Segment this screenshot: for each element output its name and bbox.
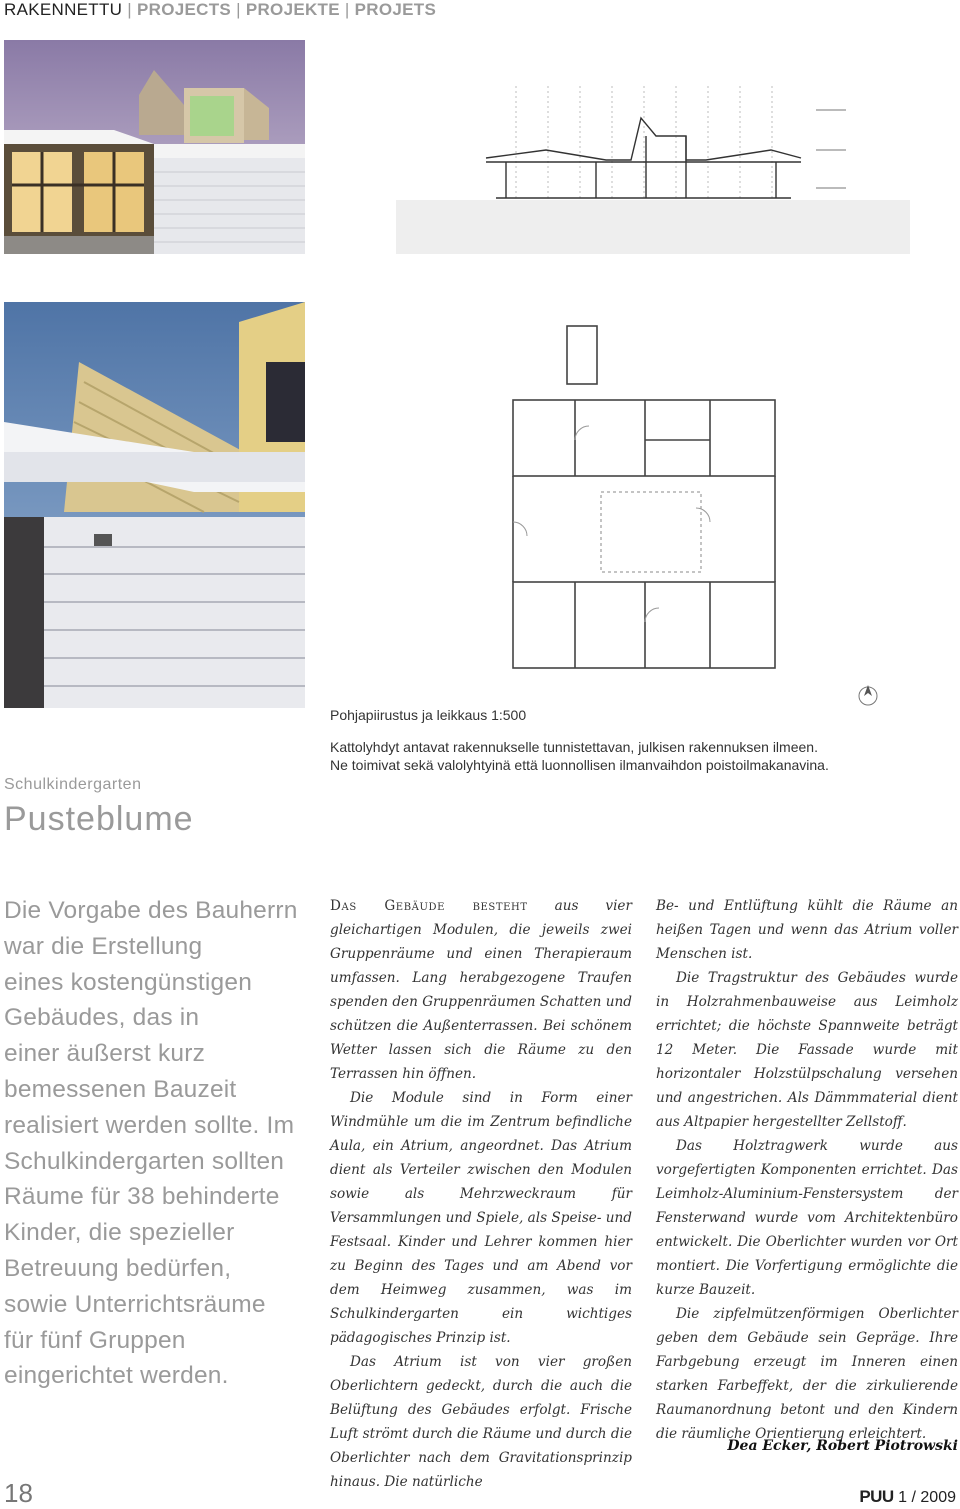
body-paragraph: Die Tragstruktur des Gebäudes wurde in Holzrahmenbauweise aus Leimholz errichtet; die höchste Spannweite beträgt 12 Meter. Die Fassade wurde mit horizontaler Holzstülpschalung versehen und angestrichen. Als Dämmmaterial dient aus Altpapier hergestellter Zellstoff.: [656, 970, 958, 1130]
lead-line: war die Erstellung: [4, 932, 203, 960]
exterior-dusk-photo: [4, 40, 305, 254]
article-title: Pusteblume: [4, 800, 194, 838]
body-paragraph: Be- und Entlüftung kühlt die Räume an heißen Tagen und wenn das Atrium voller Menschen ist.: [656, 898, 958, 962]
north-arrow-icon: [856, 680, 880, 713]
section-label-en: PROJECTS: [137, 0, 232, 19]
article-authors: Dea Ecker, Robert Piotrowski: [727, 1438, 958, 1454]
lead-line: realisiert werden sollte. Im: [4, 1111, 295, 1139]
roof-caption: [330, 738, 890, 774]
lead-line: Gebäudes, das in: [4, 1004, 200, 1032]
section-header: [4, 0, 436, 20]
section-drawing: [396, 78, 910, 254]
section-label-fi: RAKENNETTU: [4, 0, 123, 19]
lead-line: Kinder, die spezieller: [4, 1219, 235, 1247]
header-separator: |: [236, 0, 241, 19]
body-column-2: [656, 894, 958, 1446]
body-text: aus vier gleichartigen Modulen, die jeweils zwei Gruppenräume und einen Therapieraum umfassen. Lang herabgezogene Traufen spenden den Gruppenräumen Schatten und schützen die Außenterrassen. Bei schönem Wetter lassen sich die Räume zu den Terrassen hin öffnen.: [330, 898, 632, 1082]
body-paragraph: Das Holztragwerk wurde aus vorgefertigten Komponenten errichtet. Das Leimholz-Aluminium-Fenstersystem der Fensterwand wurde vom Architektenbüro entwickelt. Die Oberlichter wurden vor Ort montiert. Die Vorfertigung ermöglichte die kurze Bauzeit.: [656, 1138, 958, 1298]
drop-caps-lead: Das Gebäude besteht: [330, 898, 528, 914]
lead-line: Die Vorgabe des Bauherrn: [4, 897, 298, 924]
lead-line: Schulkindergarten sollten: [4, 1147, 285, 1175]
lead-line: einer äußerst kurz: [4, 1040, 206, 1068]
header-separator: |: [127, 0, 132, 19]
magazine-footer: [859, 1487, 956, 1507]
article-subtitle: Schulkindergarten: [4, 776, 142, 793]
lead-line: bemessenen Bauzeit: [4, 1075, 237, 1103]
floor-plan-drawing: [505, 322, 805, 674]
section-label-de: PROJEKTE: [245, 0, 340, 19]
lead-paragraph: [4, 893, 314, 1394]
roof-caption-line: Kattolyhdyt antavat rakennukselle tunnistettavan, julkisen rakennuksen ilmeen.: [330, 739, 818, 755]
issue-number: 1 / 2009: [898, 1489, 956, 1506]
page-number: 18: [4, 1478, 33, 1508]
header-separator: |: [344, 0, 350, 19]
body-paragraph: Das Atrium ist von vier großen Oberlichtern gedeckt, durch die auch die Belüftung des Gebäudes erfolgt. Frische Luft strömt durch die Räume und durch die Oberlichter nach dem Gravitationsprinzip hinaus. Die natürliche: [330, 1354, 632, 1490]
drawings-caption: Pohjapiirustus ja leikkaus 1:500: [330, 707, 527, 723]
body-column-1: [330, 894, 632, 1494]
magazine-logo: PUU: [859, 1487, 894, 1506]
roof-detail-photo: [4, 302, 305, 708]
body-paragraph: Die Module sind in Form einer Windmühle um die im Zentrum befindliche Aula, ein Atrium, angeordnet. Das Atrium dient als Verteiler zwischen den Modulen sowie als Mehrzweckraum für Versammlungen und Spiele, als Speise- und Festsaal. Kinder und Lehrer kommen hier zu Beginn des Tages und am Abend vor dem Heimweg zusammen, was im Schulkindergarten ein wichtiges pädagogisches Prinzip ist.: [330, 1090, 632, 1346]
roof-caption-line: Ne toimivat sekä valolyhtyinä että luonnollisen ilmanvaihdon poistoilmakanavina.: [330, 757, 829, 773]
lead-line: für fünf Gruppen: [4, 1326, 186, 1354]
lead-line: Betreuung bedürfen,: [4, 1254, 232, 1282]
body-paragraph: Die zipfelmützenförmigen Oberlichter geben dem Gebäude sein Gepräge. Ihre Farbgebung erzeugt im Inneren einen starken Farbeffekt, der die zirkulierende Raumanordnung betont und den Kindern die räumliche Orientierung erleichtert.: [656, 1306, 958, 1442]
body-paragraph: [330, 894, 632, 1086]
lead-line: eingerichtet werden.: [4, 1362, 229, 1390]
lead-line: Räume für 38 behinderte: [4, 1183, 280, 1211]
lead-line: sowie Unterrichtsräume: [4, 1290, 266, 1318]
lead-line: eines kostengünstigen: [4, 968, 253, 996]
section-label-sv: PROJETS: [354, 0, 437, 19]
